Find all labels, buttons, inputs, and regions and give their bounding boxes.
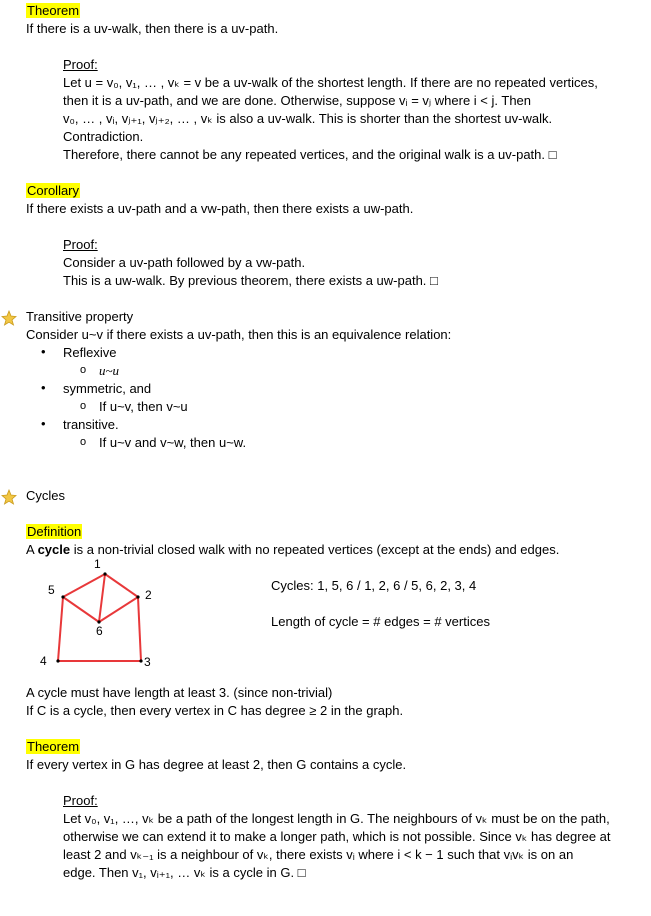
list-subitem: If u~v, then v~u xyxy=(99,399,188,414)
circle-bullet-icon: o xyxy=(80,364,87,376)
theorem-statement: If every vertex in G has degree at least 2, then G contains a cycle. xyxy=(26,757,407,772)
theorem-heading: Theorem xyxy=(27,739,80,754)
proof-line: v₀, … , vᵢ, vⱼ₊₁, vⱼ₊₂, … , vₖ is also a uv-walk. This is shorter than the shortest uv-walk. xyxy=(63,111,553,126)
vertex-label: 1 xyxy=(94,557,101,571)
definition-heading: Definition xyxy=(27,524,82,539)
star-icon xyxy=(1,310,17,326)
graph-edge xyxy=(63,597,99,622)
vertex-label: 6 xyxy=(96,624,103,638)
bullet-icon: • xyxy=(41,344,46,359)
list-subitem: If u~v and v~w, then u~w. xyxy=(99,435,247,450)
corollary-statement: If there exists a uv-path and a vw-path, then there exists a uw-path. xyxy=(26,201,414,216)
proof-line: Let u = v₀, v₁, … , vₖ = v be a uv-walk of the shortest length. If there are no repeated vertices, xyxy=(63,75,598,90)
graph-vertex xyxy=(103,572,106,575)
list-item: symmetric, and xyxy=(63,381,152,396)
graph-vertex xyxy=(56,659,59,662)
list-subitem: u~u xyxy=(99,363,120,378)
graph-edge xyxy=(138,597,141,661)
cycle-note: If C is a cycle, then every vertex in C has degree ≥ 2 in the graph. xyxy=(26,703,404,718)
circle-bullet-icon: o xyxy=(80,436,87,448)
proof-line: otherwise we can extend it to make a longer path, which is not possible. Since vₖ has degree at xyxy=(63,829,611,844)
cycle-graph xyxy=(30,555,170,670)
graph-vertex xyxy=(136,595,139,598)
cycles-list: Cycles: 1, 5, 6 / 1, 2, 6 / 5, 6, 2, 3, 4 xyxy=(271,578,477,593)
list-item: transitive. xyxy=(63,417,119,432)
corollary-heading: Corollary xyxy=(27,183,80,198)
graph-edge xyxy=(99,574,105,622)
bullet-icon: • xyxy=(41,380,46,395)
proof-line: Contradiction. xyxy=(63,129,144,144)
graph-vertex xyxy=(61,595,64,598)
proof-line: least 2 and vₖ₋₁ is a neighbour of vₖ, there exists vᵢ where i < k − 1 such that vᵢvₖ is on an xyxy=(63,847,574,862)
graph-edge xyxy=(99,597,138,622)
proof-line: Therefore, there cannot be any repeated vertices, and the original walk is a uv-path. □ xyxy=(63,147,557,162)
cycle-note: A cycle must have length at least 3. (since non-trivial) xyxy=(26,685,333,700)
graph-edge xyxy=(105,574,138,597)
transitive-intro: Consider u~v if there exists a uv-path, then this is an equivalence relation: xyxy=(26,327,452,342)
proof-label: Proof: xyxy=(63,57,98,72)
graph-edge xyxy=(63,574,105,597)
theorem-statement: If there is a uv-walk, then there is a uv-path. xyxy=(26,21,279,36)
proof-line: edge. Then v₁, vᵢ₊₁, … vₖ is a cycle in G. □ xyxy=(63,865,306,880)
star-icon xyxy=(1,489,17,505)
theorem-heading: Theorem xyxy=(27,3,80,18)
section-title: Cycles xyxy=(26,488,66,503)
vertex-label: 4 xyxy=(40,654,47,668)
section-title: Transitive property xyxy=(26,309,134,324)
definition-text: A cycle is a non-trivial closed walk with no repeated vertices (except at the ends) and edges. xyxy=(26,542,560,557)
proof-line: Consider a uv-path followed by a vw-path. xyxy=(63,255,306,270)
vertex-label: 5 xyxy=(48,583,55,597)
proof-label: Proof: xyxy=(63,793,98,808)
list-item: Reflexive xyxy=(63,345,117,360)
cycle-length: Length of cycle = # edges = # vertices xyxy=(271,614,490,629)
proof-line: Let v₀, v₁, …, vₖ be a path of the longest length in G. The neighbours of vₖ must be on the path, xyxy=(63,811,610,826)
vertex-label: 2 xyxy=(145,588,152,602)
graph-edge xyxy=(58,597,63,661)
bullet-icon: • xyxy=(41,416,46,431)
circle-bullet-icon: o xyxy=(80,400,87,412)
proof-label: Proof: xyxy=(63,237,98,252)
proof-line: This is a uw-walk. By previous theorem, there exists a uw-path. □ xyxy=(63,273,438,288)
vertex-label: 3 xyxy=(144,655,151,669)
proof-line: then it is a uv-path, and we are done. Otherwise, suppose vᵢ = vⱼ where i < j. Then xyxy=(63,93,532,108)
graph-vertex xyxy=(139,659,142,662)
